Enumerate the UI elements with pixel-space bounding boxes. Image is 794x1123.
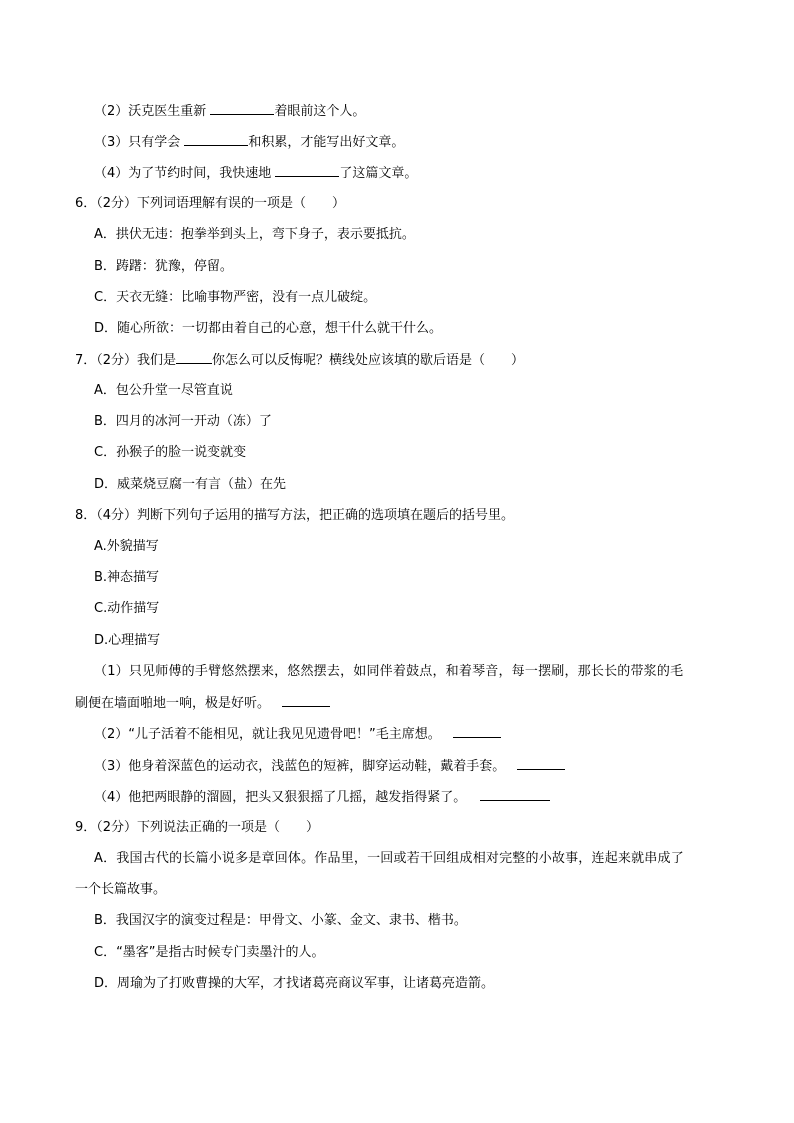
q6-stem: 6．（2分）下列词语理解有误的一项是（ ） bbox=[75, 196, 346, 211]
q8-item-4-text: （4）他把两眼静的溜圆，把头又狠狠摇了几摇，越发指得紧了。 bbox=[94, 790, 467, 805]
q6-option-c: C．天衣无缝：比喻事物严密，没有一点儿破绽。 bbox=[94, 290, 377, 305]
answer-blank[interactable] bbox=[210, 102, 274, 115]
q7-stem-pre: 7．（2分）我们是 bbox=[75, 353, 177, 368]
q9-stem: 9．（2分）下列说法正确的一项是（ ） bbox=[75, 820, 320, 835]
q9-option-b: B．我国汉字的演变过程是：甲骨文、小篆、金文、隶书、楷书。 bbox=[94, 913, 467, 928]
q7-option-d: D．威菜烧豆腐一有言（盐）在先 bbox=[94, 477, 287, 492]
answer-blank[interactable] bbox=[275, 164, 339, 177]
q8-item-4 bbox=[94, 788, 550, 807]
q9-option-c: C．“墨客”是指古时候专门卖墨汁的人。 bbox=[94, 945, 325, 960]
q7-option-b: B．四月的冰河一开动（冻）了 bbox=[94, 414, 272, 429]
q7-option-c: C．孙猴子的脸一说变就变 bbox=[94, 445, 247, 460]
q8-choice-c: C.动作描写 bbox=[94, 601, 160, 616]
q8-item-2 bbox=[94, 725, 501, 744]
q7-stem bbox=[75, 351, 524, 370]
q5-item-2-pre: （2）沃克医生重新 bbox=[94, 104, 211, 119]
answer-blank[interactable] bbox=[184, 133, 248, 146]
q6-option-d: D．随心所欲：一切都由着自己的心意，想干什么就干什么。 bbox=[94, 321, 443, 336]
q7-option-a: A．包公升堂一尽管直说 bbox=[94, 383, 233, 398]
q9-option-a-line-2: 一个长篇故事。 bbox=[75, 882, 167, 897]
q9-option-a-line-1: A．我国古代的长篇小说多是章回体。作品里，一回或若干回组成相对完整的小故事，连起来就串成了 bbox=[94, 851, 684, 866]
q5-item-4-pre: （4）为了节约时间，我快速地 bbox=[94, 166, 276, 181]
answer-blank[interactable] bbox=[517, 757, 565, 770]
q8-item-3-text: （3）他身着深蓝色的运动衣，浅蓝色的短裤，脚穿运动鞋，戴着手套。 bbox=[94, 759, 506, 774]
q8-item-1-line-1: （1）只见师傅的手臂悠然摆来，悠然摆去，如同伴着鼓点，和着琴音，每一摆刷，那长长的带浆的毛 bbox=[94, 664, 684, 679]
q8-choice-b: B.神态描写 bbox=[94, 570, 160, 585]
q9-option-d: D．周瑜为了打败曹操的大军，才找诸葛亮商议军事，让诸葛亮造箭。 bbox=[94, 976, 495, 991]
q7-stem-post: 你怎么可以反悔呢？横线处应该填的歇后语是（ ） bbox=[212, 353, 525, 368]
q6-option-b: B．踌躇：犹豫，停留。 bbox=[94, 259, 233, 274]
q5-item-3 bbox=[94, 133, 404, 152]
q8-item-1-text: 刷便在墙面啪地一响，极是好听。 bbox=[75, 696, 271, 711]
q5-item-3-post: 和积累，才能写出好文章。 bbox=[248, 135, 405, 150]
q5-item-4-post: 了这篇文章。 bbox=[339, 166, 418, 181]
q8-stem: 8．（4分）判断下列句子运用的描写方法，把正确的选项填在题后的括号里。 bbox=[75, 508, 515, 523]
answer-blank[interactable] bbox=[453, 725, 501, 738]
q8-item-2-text: （2）“儿子活着不能相见，就让我见见遗骨吧！”毛主席想。 bbox=[94, 727, 441, 742]
q8-item-1-line-2 bbox=[75, 694, 330, 713]
answer-blank[interactable] bbox=[176, 351, 212, 364]
answer-blank[interactable] bbox=[480, 788, 550, 801]
q8-choice-a: A.外貌描写 bbox=[94, 539, 159, 554]
q6-option-a: A．拱伏无违：抱拳举到头上，弯下身子，表示要抵抗。 bbox=[94, 227, 415, 242]
q8-item-3 bbox=[94, 757, 565, 776]
q5-item-4 bbox=[94, 164, 417, 183]
q5-item-2 bbox=[94, 102, 365, 121]
q5-item-2-post: 着眼前这个人。 bbox=[274, 104, 366, 119]
q8-choice-d: D.心理描写 bbox=[94, 633, 161, 648]
answer-blank[interactable] bbox=[282, 694, 330, 707]
q5-item-3-pre: （3）只有学会 bbox=[94, 135, 185, 150]
